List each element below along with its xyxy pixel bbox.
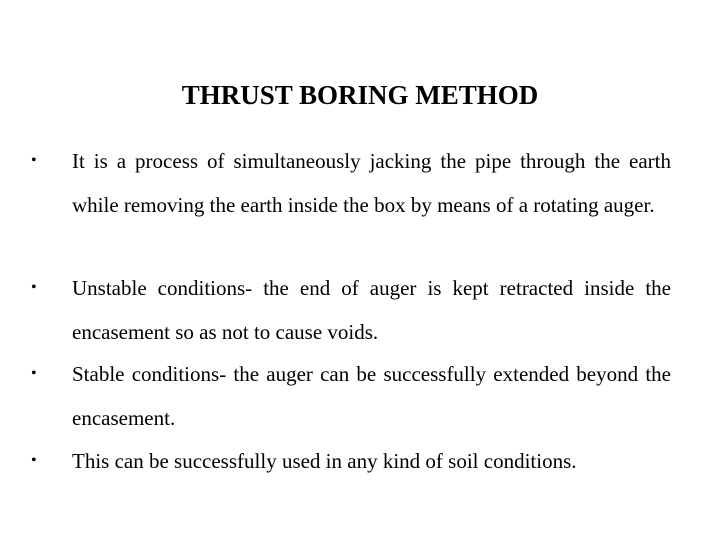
bullet-icon: • (31, 152, 37, 169)
bullet-item (31, 139, 671, 227)
bullet-item (31, 266, 671, 354)
bullet-item (31, 439, 671, 483)
slide-title: THRUST BORING METHOD (181, 80, 539, 110)
bullet-text: This can be successfully used in any kind of soil conditions. (72, 449, 577, 473)
bullet-text: Unstable conditions- the end of auger is kept retracted inside the encasement so as not to cause voids. (72, 276, 671, 344)
bullet-icon: • (31, 452, 37, 469)
bullet-icon: • (31, 279, 37, 296)
bullet-icon: • (31, 365, 37, 382)
bullet-text: It is a process of simultaneously jacking the pipe through the earth while removing the earth inside the box by means of a rotating auger. (72, 149, 671, 217)
bullet-text: Stable conditions- the auger can be successfully extended beyond the encasement. (72, 362, 671, 430)
bullet-item (31, 352, 671, 440)
